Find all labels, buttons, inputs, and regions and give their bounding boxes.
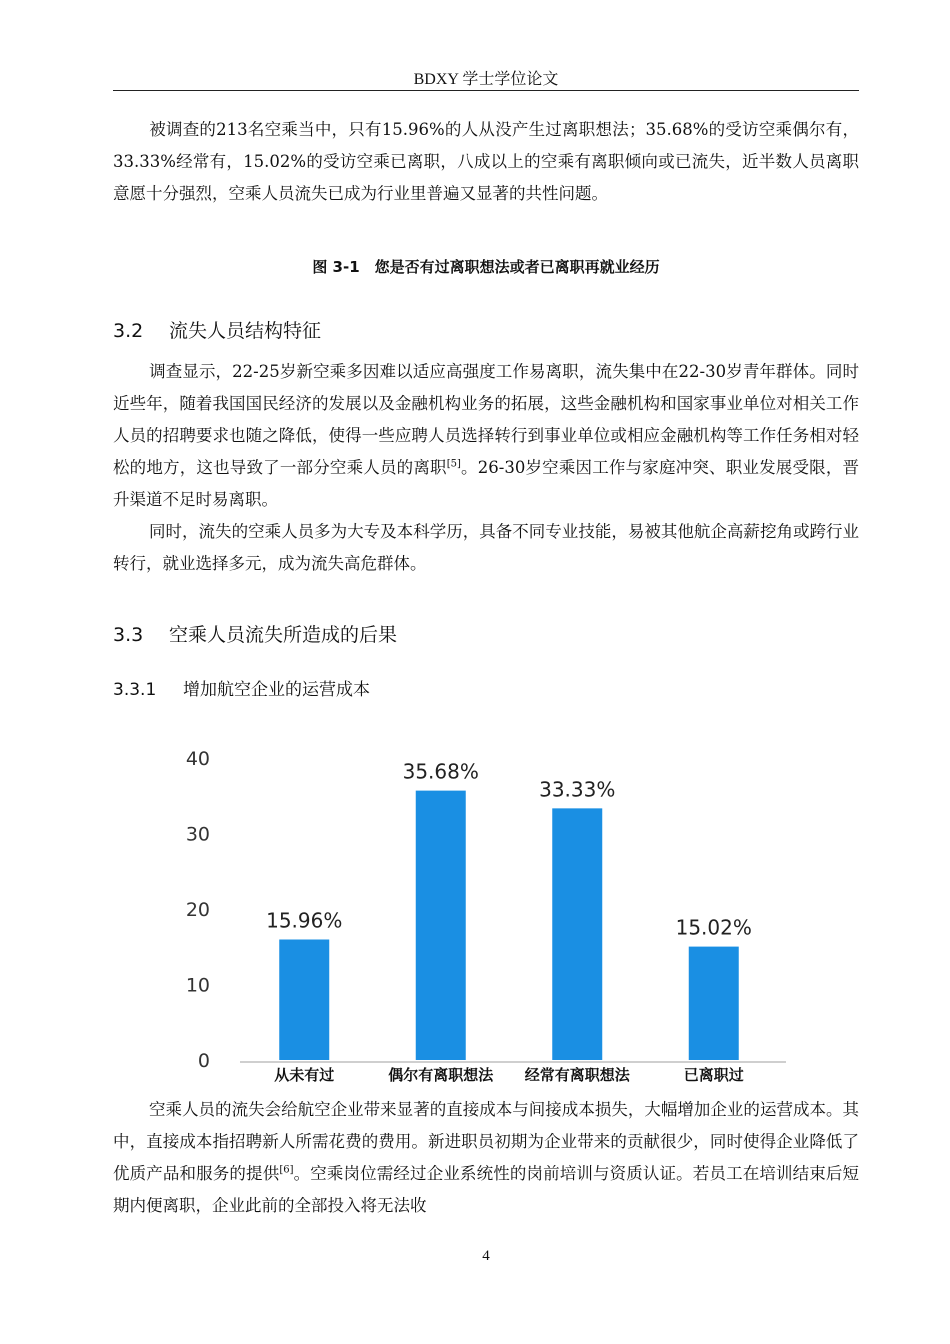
paragraph-text-tail: 。26-30岁空乘因工作与家庭冲突、职业发展受限，晋升渠道不足时易离职。 [113,458,860,509]
section-number: 3.3.1 [113,680,157,700]
section-number: 3.3 [113,624,144,646]
y-tick-label: 30 [185,823,210,846]
bar [689,947,739,1060]
data-label: 15.02% [675,915,752,940]
y-tick-label: 20 [185,899,210,921]
bar-chart [160,738,800,1088]
paragraph-text-tail: 。空乘岗位需经过企业系统性的岗前培训与资质认证。若员工在培训结束后短期内便离职，企业此前的全部投入将无法收 [113,1164,860,1215]
section-heading-3-2 [113,316,321,343]
citation: [5] [446,458,461,470]
x-tick-label: 经常有离职想法 [524,1066,630,1084]
section-title: 增加航空企业的运营成本 [183,680,370,700]
y-tick-label: 40 [185,748,210,770]
section-title: 空乘人员流失所造成的后果 [169,624,398,646]
paragraph-text: 调查显示，22-25岁新空乘多因难以适应高强度工作易离职，流失集中在22-30岁青年群体。同时近些年，随着我国国民经济的发展以及金融机构业务的拓展，这些金融机构和国家事业单位对相关工作人员的招聘要求也随之降低，使得一些应聘人员选择转行到事业单位或相应金融机构等工作任务相对轻松的地方，这也导致了一部分空乘人员的离职 [113,362,859,477]
page-header: BDXY 学士学位论文 [413,71,559,88]
page-number: 4 [482,1248,490,1264]
section-number: 3.2 [113,320,144,342]
bar [552,808,602,1060]
paragraph-cost [113,1094,859,1222]
figure-caption: 图 3-1 您是否有过离职想法或者已离职再就业经历 [312,258,660,276]
section-title: 流失人员结构特征 [169,320,322,342]
paragraph-text: 空乘人员的流失会给航空企业带来显著的直接成本与间接成本损失，大幅增加企业的运营成本。其中，直接成本指招聘新人所需花费的费用。新进职员初期为企业带来的贡献很少，同时使得企业降低了优质产品和服务的提供 [113,1100,859,1183]
header-rule [113,90,859,91]
x-tick-label: 已离职过 [683,1066,744,1084]
paragraph-structure [113,356,859,516]
bar [279,940,329,1060]
data-label: 35.68% [402,759,479,784]
y-tick-label: 0 [197,1050,210,1072]
citation: [6] [279,1164,294,1176]
y-tick-label: 10 [185,974,210,997]
x-tick-label: 偶尔有离职想法 [388,1066,494,1084]
paragraph-education [113,516,859,580]
data-label: 15.96% [266,908,343,933]
paragraph-text: 被调查的213名空乘当中，只有15.96%的人从没产生过离职想法；35.68%的受访空乘偶尔有，33.33%经常有，15.02%的受访空乘已离职，八成以上的空乘有离职倾向或已流失，近半数人员离职意愿十分强烈，空乘人员流失已成为行业里普遍又显著的共性问题。 [113,120,859,203]
bar [416,791,466,1060]
paragraph-survey-results [113,114,859,210]
section-heading-3-3-1 [113,675,370,700]
paragraph-text: 同时，流失的空乘人员多为大专及本科学历，具备不同专业技能，易被其他航企高薪挖角或跨行业转行，就业选择多元，成为流失高危群体。 [113,522,859,573]
x-tick-label: 从未有过 [274,1066,335,1084]
data-label: 33.33% [539,777,616,802]
section-heading-3-3 [113,620,397,647]
